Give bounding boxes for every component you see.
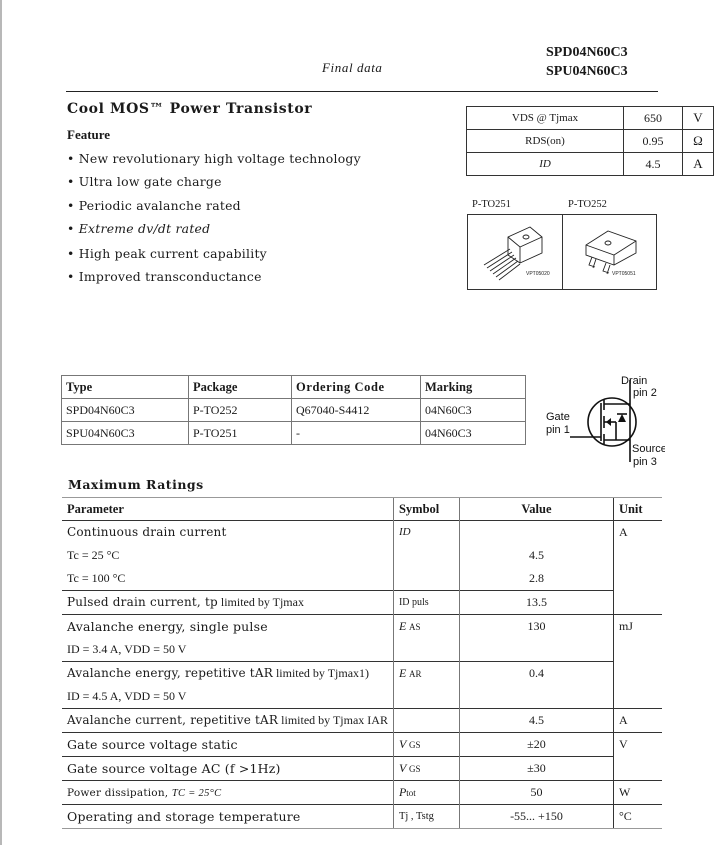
table-row: [62, 781, 662, 805]
column-header: Symbol: [393, 498, 459, 521]
table-header-row: [62, 498, 662, 521]
cell-symbol: [393, 733, 459, 757]
value-text: 4.5: [528, 548, 544, 562]
symbol-text: V: [398, 737, 407, 751]
cell-symbol: [393, 757, 459, 781]
cell-marking: 04N60C3: [421, 399, 526, 422]
column-header: Parameter: [62, 498, 393, 521]
header-divider: [66, 91, 658, 92]
cell-symbol: [393, 805, 459, 829]
param-text: Pulsed drain current, tp: [67, 595, 218, 609]
param-text: Continuous drain current: [67, 525, 227, 539]
cell-marking: 04N60C3: [421, 422, 526, 445]
cell-parameter: [62, 781, 393, 805]
spec-value: 0.95: [624, 130, 683, 153]
symbol-text: E: [398, 619, 407, 633]
bullet-icon: •: [67, 246, 75, 261]
column-header: Unit: [613, 498, 662, 521]
unit-text: mJ: [618, 619, 633, 633]
param-text: Avalanche current, repetitive tAR: [67, 713, 279, 727]
cell-parameter: [62, 805, 393, 829]
cell-value: [459, 709, 613, 733]
product-title: Cool MOS™ Power Transistor: [67, 101, 313, 117]
cell-value: [459, 757, 613, 781]
param-text: TC = 25°C: [171, 788, 222, 799]
feature-item: [67, 151, 361, 166]
bullet-icon: •: [67, 269, 75, 284]
feature-text: Ultra low gate charge: [78, 174, 222, 189]
unit-text: A: [618, 525, 628, 539]
value-text: ±30: [527, 761, 546, 775]
cell-parameter: [62, 521, 393, 591]
value-text: -55... +150: [510, 809, 563, 823]
cell-symbol: [393, 781, 459, 805]
cell-parameter: [62, 757, 393, 781]
feature-text: Improved transconductance: [78, 269, 262, 284]
value-text: 0.4: [528, 666, 544, 680]
cell-parameter: [62, 615, 393, 662]
value-text: 4.5: [528, 713, 544, 727]
symbol-subscript: GS: [409, 764, 421, 774]
column-header: Marking: [421, 376, 526, 399]
mosfet-schematic: [540, 370, 665, 470]
cell-value: [459, 521, 613, 591]
cell-type: SPU04N60C3: [62, 422, 189, 445]
source-pin: pin 3: [633, 456, 657, 468]
feature-text: Periodic avalanche rated: [78, 198, 241, 213]
package-code: VPT05051: [612, 271, 636, 277]
table-row: [62, 805, 662, 829]
value-text: 130: [527, 619, 546, 633]
param-text: Gate source voltage static: [67, 737, 238, 752]
feature-text: Extreme dv/dt rated: [78, 221, 211, 236]
cell-parameter: [62, 709, 393, 733]
spec-unit: A: [683, 153, 714, 176]
cell-value: [459, 805, 613, 829]
bullet-icon: •: [67, 174, 75, 189]
gate-pin: pin 1: [546, 424, 570, 436]
bullet-icon: •: [67, 151, 75, 166]
gate-label: Gate: [546, 411, 570, 423]
cell-package: P-TO251: [189, 422, 292, 445]
unit-text: °C: [618, 809, 632, 823]
value-text: ±20: [527, 737, 546, 751]
cell-ordering-code: -: [292, 422, 421, 445]
bullet-icon: •: [67, 221, 75, 236]
table-row: [62, 709, 662, 733]
cell-symbol: [393, 521, 459, 591]
table-row: [62, 422, 526, 445]
symbol-subscript: tot: [406, 788, 416, 798]
to251-package-icon: [468, 215, 562, 289]
unit-text: A: [618, 713, 628, 727]
symbol-text: E: [398, 666, 407, 680]
spec-param: RDS(on): [467, 130, 624, 153]
feature-item: [67, 221, 210, 236]
spec-param: ID: [467, 153, 624, 176]
feature-item: [67, 269, 262, 284]
spec-row: [467, 107, 714, 130]
condition-text: Tc = 25 °C: [67, 548, 120, 562]
page-edge: [0, 0, 2, 845]
cell-unit: [613, 781, 662, 805]
symbol-text: ID puls: [398, 597, 429, 608]
table-row: [62, 615, 662, 662]
table-row: [62, 591, 662, 615]
cell-value: [459, 781, 613, 805]
symbol-text: V: [398, 761, 407, 775]
symbol-text: P: [398, 785, 407, 799]
condition-text: ID = 4.5 A, VDD = 50 V: [67, 689, 187, 703]
cell-parameter: [62, 591, 393, 615]
param-text: limited by Tjmax1): [272, 666, 370, 680]
table-row: [62, 733, 662, 757]
part-number-2: SPU04N60C3: [546, 64, 628, 79]
package-label-to251: P-TO251: [472, 199, 511, 210]
feature-text: High peak current capability: [78, 246, 267, 261]
symbol-text: [399, 709, 454, 732]
cell-type: SPD04N60C3: [62, 399, 189, 422]
param-text: Power dissipation,: [67, 787, 172, 799]
bullet-icon: •: [67, 198, 75, 213]
cell-unit: [613, 805, 662, 829]
cell-parameter: [62, 662, 393, 709]
cell-symbol: [393, 662, 459, 709]
param-text: Operating and storage temperature: [67, 809, 301, 824]
spec-row: [467, 130, 714, 153]
feature-heading: Feature: [67, 127, 111, 142]
part-number-1: SPD04N60C3: [546, 45, 628, 60]
cell-value: [459, 662, 613, 709]
cell-package: P-TO252: [189, 399, 292, 422]
condition-text: ID = 3.4 A, VDD = 50 V: [67, 642, 187, 656]
table-header-row: [62, 376, 526, 399]
maximum-ratings-title: Maximum Ratings: [68, 477, 204, 492]
package-image-to251: [467, 214, 563, 290]
column-header: Ordering Code: [292, 376, 421, 399]
document-status: Final data: [322, 60, 383, 75]
quick-spec-table: [466, 106, 714, 176]
cell-unit: [613, 615, 662, 709]
spec-param: VDS @ Tjmax: [467, 107, 624, 130]
drain-pin: pin 2: [633, 387, 657, 399]
cell-unit: [613, 521, 662, 615]
column-header: Type: [62, 376, 189, 399]
column-header: Value: [459, 498, 613, 521]
unit-text: V: [618, 737, 628, 751]
param-text: Gate source voltage AC (f >1Hz): [67, 761, 281, 776]
spec-value: 650: [624, 107, 683, 130]
package-image-to252: [562, 214, 657, 290]
mosfet-symbol-icon: [540, 370, 665, 470]
param-text: limited by Tjmax: [217, 595, 304, 609]
drain-label: Drain: [621, 375, 648, 387]
package-code: VPT05020: [526, 271, 550, 277]
spec-value: 4.5: [624, 153, 683, 176]
spec-unit: Ω: [683, 130, 714, 153]
spec-row: [467, 153, 714, 176]
cell-symbol: [393, 615, 459, 662]
cell-value: [459, 615, 613, 662]
table-row: [62, 662, 662, 709]
condition-text: Tc = 100 °C: [67, 571, 126, 585]
maximum-ratings-table: [62, 497, 662, 829]
cell-symbol: [393, 591, 459, 615]
param-text: limited by Tjmax IAR: [278, 713, 388, 727]
feature-item: [67, 198, 241, 213]
symbol-subscript: AS: [409, 622, 421, 632]
spec-unit: V: [683, 107, 714, 130]
cell-parameter: [62, 733, 393, 757]
symbol-text: ID: [398, 526, 411, 538]
package-label-to252: P-TO252: [568, 199, 607, 210]
table-row: [62, 521, 662, 591]
column-header: Package: [189, 376, 292, 399]
cell-ordering-code: Q67040-S4412: [292, 399, 421, 422]
value-text: 50: [530, 785, 543, 799]
to252-package-icon: [562, 215, 656, 289]
value-text: 13.5: [525, 595, 547, 609]
param-text: Avalanche energy, single pulse: [67, 619, 268, 634]
param-text: Avalanche energy, repetitive tAR: [67, 666, 273, 680]
feature-text: New revolutionary high voltage technology: [78, 151, 361, 166]
feature-item: [67, 246, 267, 261]
value-text: 2.8: [528, 571, 544, 585]
source-label: Source: [632, 443, 665, 455]
unit-text: W: [618, 785, 631, 799]
symbol-text: Tj , Tstg: [398, 811, 434, 822]
cell-symbol: [393, 709, 459, 733]
feature-item: [67, 174, 222, 189]
cell-unit: [613, 733, 662, 781]
ordering-table: [61, 375, 526, 445]
table-row: [62, 399, 526, 422]
symbol-subscript: GS: [409, 740, 421, 750]
cell-unit: [613, 709, 662, 733]
table-row: [62, 757, 662, 781]
cell-value: [459, 591, 613, 615]
symbol-subscript: AR: [409, 669, 422, 679]
cell-value: [459, 733, 613, 757]
